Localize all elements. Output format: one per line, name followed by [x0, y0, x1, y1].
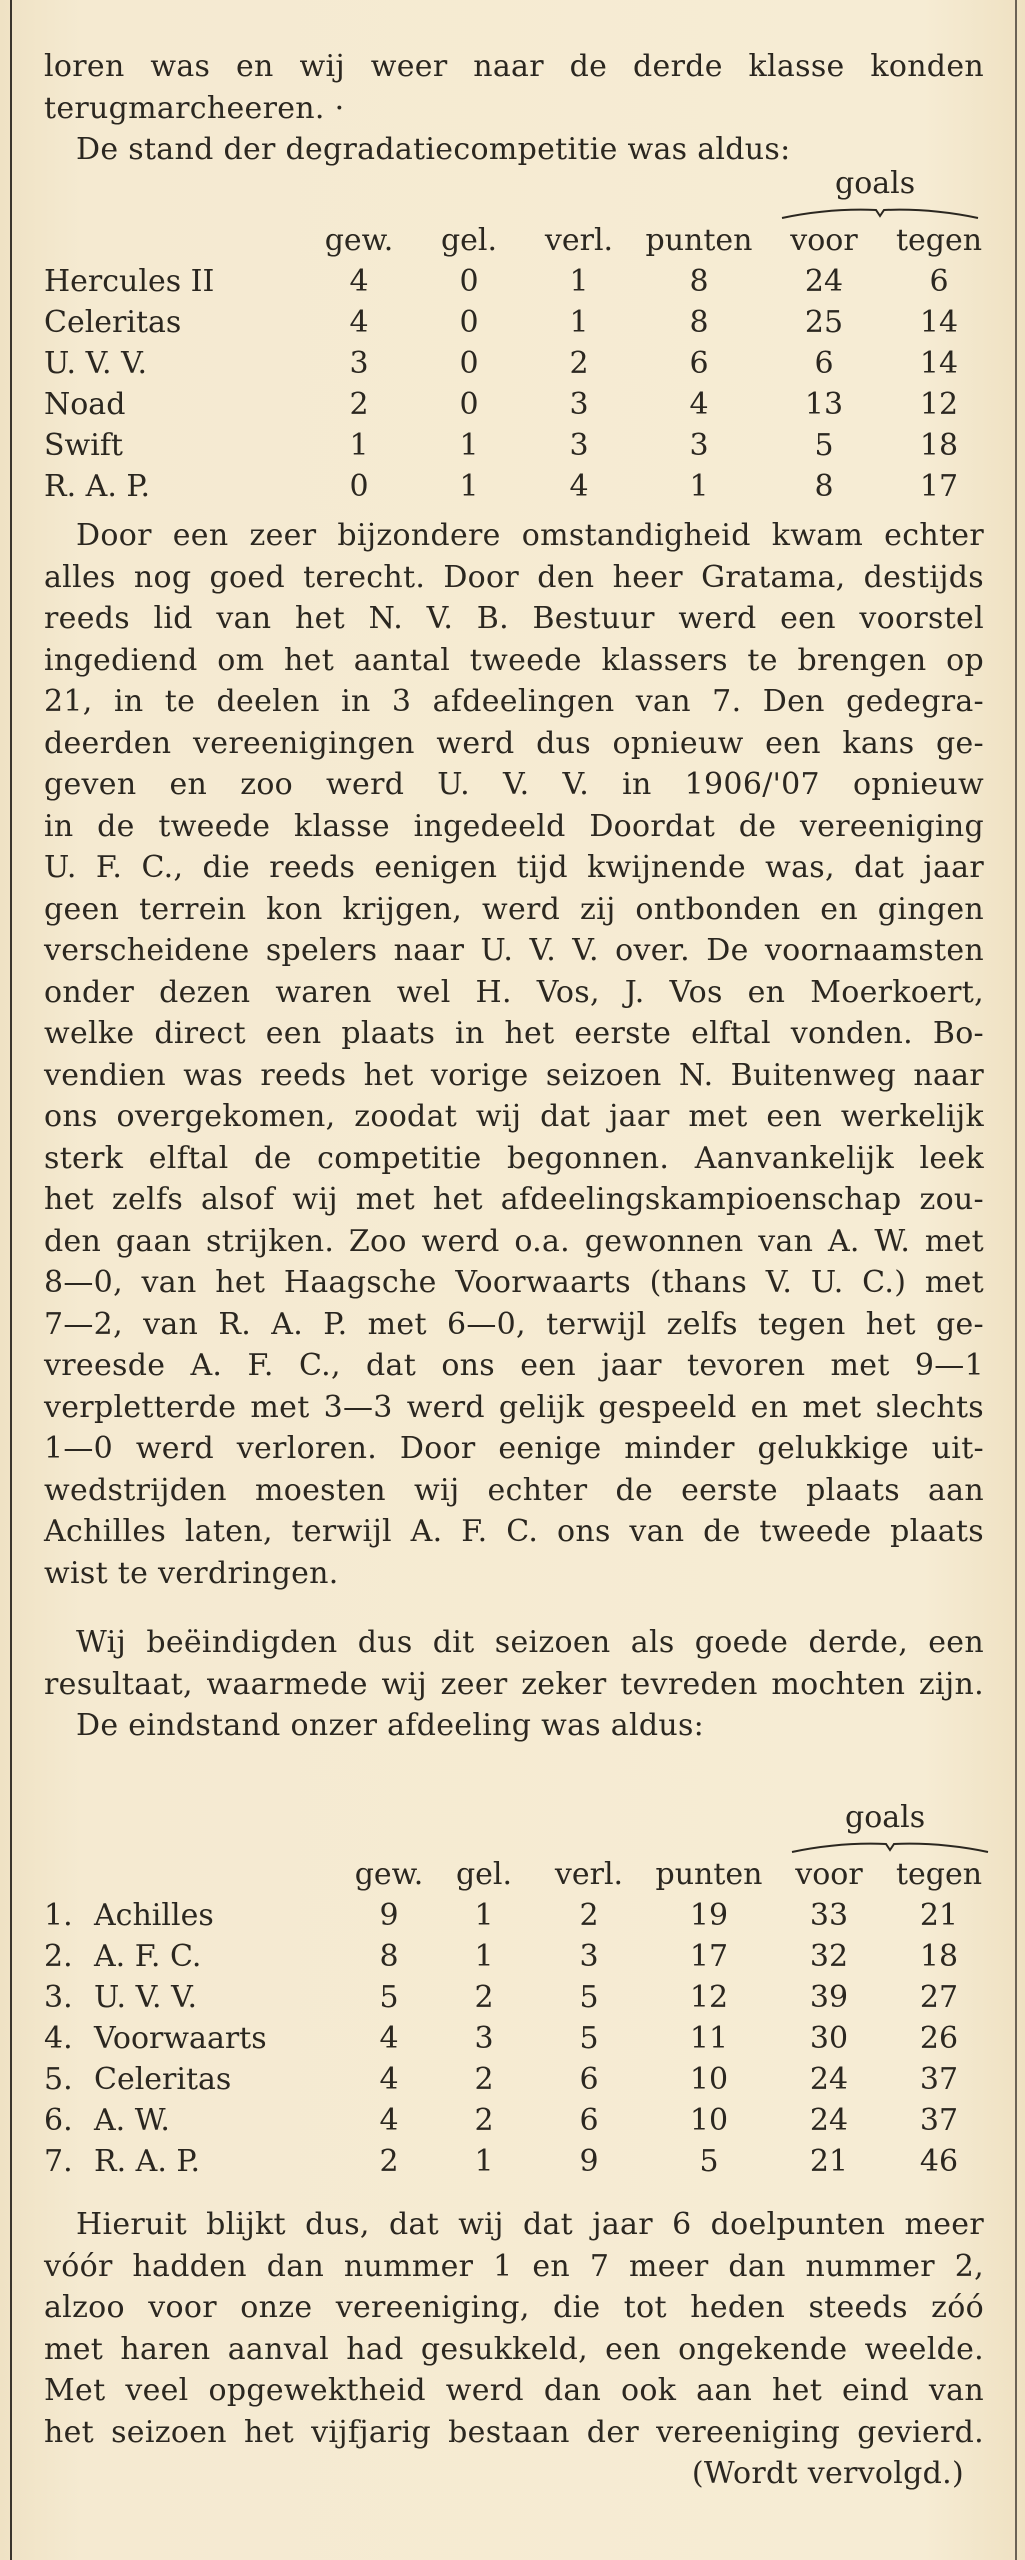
table-row	[44, 384, 994, 425]
stat-cell: 14	[919, 305, 959, 340]
stat-cell: 18	[919, 428, 959, 463]
stat-cell: 2	[379, 2144, 399, 2179]
team-name: Hercules II	[44, 264, 215, 299]
stat-cell: 4	[569, 469, 589, 504]
header-cell: gew.	[354, 1857, 424, 1892]
text-line: 1—0 werd verloren. Door eenige minder gelukkige uit-	[44, 1431, 984, 1466]
text-line: verscheidene spelers naar U. V. V. over. De voornaamsten	[44, 933, 984, 968]
goals-header: goals	[835, 166, 916, 201]
stat-cell: 8	[814, 469, 834, 504]
text-line: De eindstand onzer afdeeling was aldus:	[76, 1708, 705, 1743]
stat-cell: 2	[569, 346, 589, 381]
text-line: verpletterde met 3—3 werd gelijk gespeeld en met slechts	[44, 1389, 984, 1425]
text-line: met haren aanval had gesukkeld, een ongekende weelde.	[44, 2331, 984, 2367]
stat-cell: 3	[689, 428, 709, 463]
stat-cell: 37	[919, 2103, 959, 2138]
stat-cell: 5	[579, 1980, 599, 2015]
text-line: onder dezen waren wel H. Vos, J. Vos en Moerkoert,	[44, 974, 984, 1010]
team-name: A. W.	[94, 2103, 170, 2138]
stat-cell: 10	[689, 2103, 729, 2138]
table-row	[44, 1977, 994, 2018]
stat-cell: 30	[809, 2021, 849, 2056]
stat-cell: 5	[814, 428, 834, 463]
team-name: Celeritas	[44, 305, 182, 340]
stat-cell: 24	[804, 264, 844, 299]
stat-cell: 39	[809, 1980, 849, 2015]
text-line: in de tweede klasse ingedeeld Doordat de vereeniging	[44, 808, 984, 844]
stat-cell: 21	[919, 1898, 959, 1933]
text-line: U. F. C., die reeds eenigen tijd kwijnende was, dat jaar	[44, 850, 984, 885]
header-cell: verl.	[544, 223, 614, 258]
team-name: Noad	[44, 387, 126, 422]
text-line: reeds lid van het N. V. B. Bestuur werd een voorstel	[44, 601, 984, 636]
text-line: sterk elftal de competitie begonnen. Aanvankelijk leek	[44, 1140, 984, 1176]
stat-cell: 32	[809, 1939, 849, 1974]
text-line: deerden vereenigingen werd dus opnieuw een kans ge-	[44, 725, 984, 761]
stat-cell: 6	[689, 346, 709, 381]
team-name: Celeritas	[94, 2062, 232, 2097]
stat-cell: 14	[919, 346, 959, 381]
stat-cell: 1	[459, 469, 479, 504]
header-cell	[94, 1854, 344, 1895]
text-line: welke direct een plaats in het eerste elftal vonden. Bo-	[44, 1016, 984, 1051]
text-line: alles nog goed terecht. Door den heer Gratama, destijds	[44, 559, 984, 595]
stat-cell: 13	[804, 387, 844, 422]
stat-cell: 2	[474, 2103, 494, 2138]
goals-brace	[790, 1840, 990, 1854]
stat-cell: 6	[579, 2103, 599, 2138]
stat-cell: 3	[349, 346, 369, 381]
degradation-standings-table	[44, 220, 994, 507]
stat-cell: 12	[689, 1980, 729, 2015]
right-column-rule	[1015, 0, 1017, 2560]
stat-cell: 1	[459, 428, 479, 463]
table-header-row	[44, 220, 994, 261]
header-cell: gel.	[455, 1857, 513, 1892]
header-cell	[44, 1854, 94, 1895]
text-line: vóór hadden dan nummer 1 en 7 meer dan nummer 2,	[44, 2248, 984, 2284]
table-row	[44, 302, 994, 343]
team-name: Voorwaarts	[94, 2021, 267, 2056]
stat-cell: 1	[349, 428, 369, 463]
stat-cell: 5	[379, 1980, 399, 2015]
table-row	[44, 343, 994, 384]
text-line: Achilles laten, terwijl A. F. C. ons van de tweede plaats	[44, 1514, 984, 1549]
text-line: 8—0, van het Haagsche Voorwaarts (thans V. U. C.) met	[44, 1265, 984, 1300]
header-cell: voor	[790, 223, 858, 258]
stat-cell: 3	[569, 428, 589, 463]
rank-cell: 5.	[44, 2062, 73, 2097]
stat-cell: 1	[474, 1939, 494, 1974]
goals-brace	[780, 206, 980, 220]
stat-cell: 8	[689, 264, 709, 299]
table-row	[44, 466, 994, 507]
stat-cell: 1	[474, 2144, 494, 2179]
table-row	[44, 425, 994, 466]
rank-cell: 7.	[44, 2144, 73, 2179]
stat-cell: 19	[689, 1898, 729, 1933]
final-standings-table	[44, 1854, 994, 2182]
stat-cell: 1	[569, 305, 589, 340]
text-line: wedstrijden moesten wij echter de eerste plaats aan	[44, 1472, 984, 1508]
text-line: ingediend om het aantal tweede klassers te brengen op	[44, 642, 984, 678]
text-line: wist te verdringen.	[44, 1555, 339, 1591]
team-name: Swift	[44, 428, 123, 463]
text-line: 21, in te deelen in 3 afdeelingen van 7. Den gedegra-	[44, 684, 984, 719]
stat-cell: 11	[689, 2021, 729, 2056]
team-name: U. V. V.	[94, 1980, 198, 2015]
rank-cell: 1.	[44, 1898, 73, 1933]
stat-cell: 24	[809, 2062, 849, 2097]
text-line: geven en zoo werd U. V. V. in 1906/'07 opnieuw	[44, 767, 984, 802]
intro-paragraph	[44, 46, 984, 171]
header-cell: punten	[645, 223, 753, 258]
stat-cell: 5	[579, 2021, 599, 2056]
stat-cell: 4	[379, 2021, 399, 2056]
goals-header: goals	[845, 1800, 926, 1835]
header-cell: gew.	[324, 223, 394, 258]
stat-cell: 0	[459, 346, 479, 381]
stat-cell: 4	[379, 2103, 399, 2138]
text-line: 7—2, van R. A. P. met 6—0, terwijl zelfs tegen het ge-	[44, 1306, 984, 1342]
stat-cell: 25	[804, 305, 844, 340]
team-name: A. F. C.	[94, 1939, 202, 1974]
stat-cell: 0	[459, 387, 479, 422]
stat-cell: 26	[919, 2021, 959, 2056]
stat-cell: 0	[459, 264, 479, 299]
stat-cell: 4	[379, 2062, 399, 2097]
text-line: Met veel opgewektheid werd dan ook aan het eind van	[44, 2373, 984, 2408]
table-row	[44, 2100, 994, 2141]
stat-cell: 17	[919, 469, 959, 504]
table-row	[44, 2059, 994, 2100]
rank-cell: 4.	[44, 2021, 73, 2056]
table-row	[44, 1895, 994, 1936]
body-paragraph	[44, 1622, 984, 1747]
text-line: alzoo voor onze vereeniging, die tot heden steeds zóó	[44, 2290, 984, 2325]
text-line: loren was en wij weer naar de derde klasse konden	[44, 49, 984, 84]
stat-cell: 37	[919, 2062, 959, 2097]
stat-cell: 2	[579, 1898, 599, 1933]
header-cell: tegen	[895, 1857, 983, 1892]
left-column-rule	[10, 0, 12, 2560]
stat-cell: 2	[474, 2062, 494, 2097]
stat-cell: 9	[579, 2144, 599, 2179]
text-line: het zelfs alsof wij met het afdeelingskampioenschap zou-	[44, 1182, 984, 1217]
stat-cell: 10	[689, 2062, 729, 2097]
text-line: den gaan strijken. Zoo werd o.a. gewonnen van A. W. met	[44, 1223, 984, 1259]
stat-cell: 27	[919, 1980, 959, 2015]
stat-cell: 6	[579, 2062, 599, 2097]
stat-cell: 18	[919, 1939, 959, 1974]
text-line: vendien was reeds het vorige seizoen N. Buitenweg naar	[44, 1057, 984, 1093]
stat-cell: 21	[809, 2144, 849, 2179]
rank-cell: 3.	[44, 1980, 73, 2015]
text-line: ons overgekomen, zoodat wij dat jaar met een werkelijk	[44, 1099, 984, 1134]
stat-cell: 12	[919, 387, 959, 422]
team-name: R. A. P.	[94, 2144, 201, 2179]
stat-cell: 1	[474, 1898, 494, 1933]
header-cell	[44, 220, 304, 261]
stat-cell: 17	[689, 1939, 729, 1974]
stat-cell: 3	[569, 387, 589, 422]
text-line: het seizoen het vijfjarig bestaan der vereeniging gevierd.	[44, 2414, 984, 2450]
stat-cell: 6	[814, 346, 834, 381]
rank-cell: 6.	[44, 2103, 73, 2138]
table-row	[44, 1936, 994, 1977]
stat-cell: 5	[699, 2144, 719, 2179]
body-paragraph	[44, 2204, 984, 2495]
header-cell: tegen	[895, 223, 983, 258]
stat-cell: 1	[689, 469, 709, 504]
stat-cell: 8	[379, 1939, 399, 1974]
team-name: U. V. V.	[44, 346, 148, 381]
body-paragraph	[44, 515, 984, 1594]
text-line: De stand der degradatiecompetitie was aldus:	[76, 132, 791, 167]
text-line: Hieruit blijkt dus, dat wij dat jaar 6 doelpunten meer	[76, 2207, 984, 2242]
text-line: resultaat, waarmede wij zeer zeker tevreden mochten zijn.	[44, 1666, 984, 1702]
team-name: R. A. P.	[44, 469, 151, 504]
stat-cell: 3	[579, 1939, 599, 1974]
stat-cell: 9	[379, 1898, 399, 1933]
text-line: Door een zeer bijzondere omstandigheid kwam echter	[76, 518, 984, 553]
text-line: Wij beëindigden dus dit seizoen als goede derde, een	[76, 1625, 984, 1660]
stat-cell: 0	[349, 469, 369, 504]
stat-cell: 4	[349, 264, 369, 299]
stat-cell: 2	[474, 1980, 494, 2015]
rank-cell: 2.	[44, 1939, 73, 1974]
table-header-row	[44, 1854, 994, 1895]
stat-cell: 6	[929, 264, 949, 299]
stat-cell: 8	[689, 305, 709, 340]
header-cell: punten	[655, 1857, 763, 1892]
text-line: terugmarcheeren. ·	[44, 90, 345, 126]
continued-note: (Wordt vervolgd.)	[691, 2456, 964, 2491]
header-cell: voor	[795, 1857, 863, 1892]
stat-cell: 24	[809, 2103, 849, 2138]
stat-cell: 1	[569, 264, 589, 299]
stat-cell: 46	[919, 2144, 959, 2179]
stat-cell: 3	[474, 2021, 494, 2056]
table-row	[44, 2018, 994, 2059]
text-line: geen terrein kon krijgen, werd zij ontbonden en gingen	[44, 891, 984, 927]
stat-cell: 4	[349, 305, 369, 340]
table-row	[44, 261, 994, 302]
table-row	[44, 2141, 994, 2182]
header-cell: gel.	[440, 223, 498, 258]
stat-cell: 2	[349, 387, 369, 422]
stat-cell: 4	[689, 387, 709, 422]
header-cell: verl.	[554, 1857, 624, 1892]
team-name: Achilles	[94, 1898, 214, 1933]
stat-cell: 0	[459, 305, 479, 340]
stat-cell: 33	[809, 1898, 849, 1933]
text-line: vreesde A. F. C., dat ons een jaar tevoren met 9—1	[44, 1348, 984, 1383]
